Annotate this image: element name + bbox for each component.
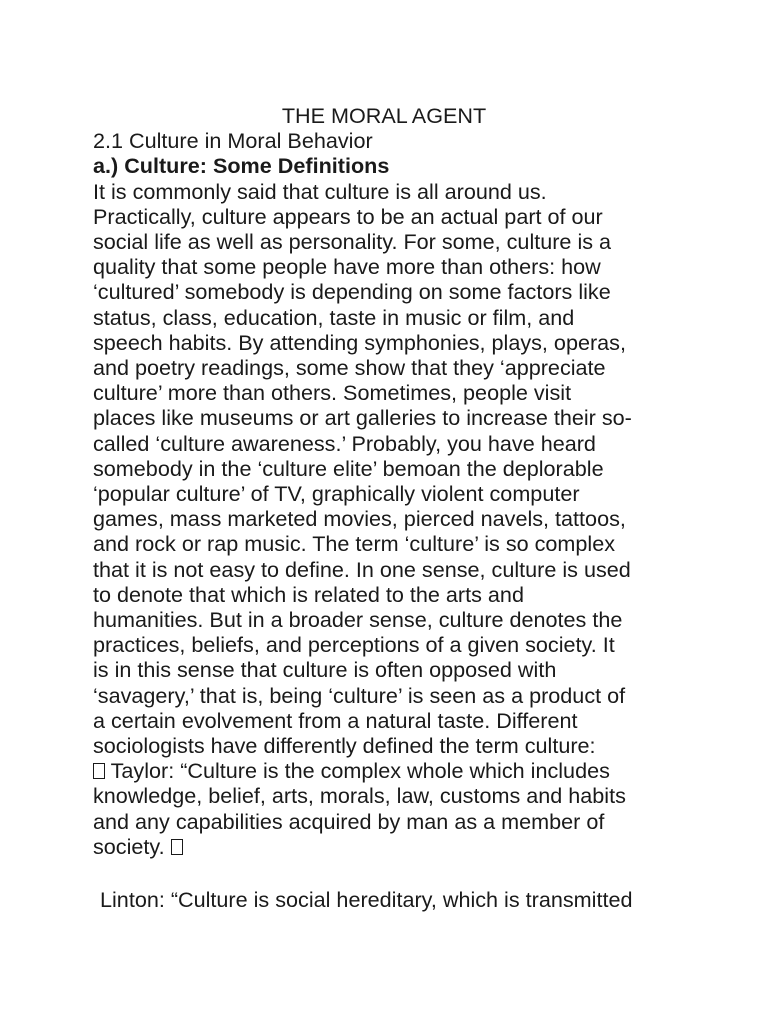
definition-line: knowledge, belief, arts, morals, law, customs and habits xyxy=(93,783,626,809)
paragraph-line: humanities. But in a broader sense, culture denotes the xyxy=(93,607,623,633)
paragraph-line: culture’ more than others. Sometimes, people visit xyxy=(93,380,572,406)
missing-glyph-box-icon xyxy=(171,839,183,855)
definition-line xyxy=(93,834,683,859)
definition-text: society. xyxy=(93,833,171,859)
paragraph-line: is in this sense that culture is often opposed with xyxy=(93,657,557,683)
section-heading: 2.1 Culture in Moral Behavior xyxy=(93,128,373,154)
document-title: THE MORAL AGENT xyxy=(281,103,487,128)
paragraph-line: Practically, culture appears to be an actual part of our xyxy=(93,203,603,229)
taylor-definition xyxy=(93,758,683,859)
blank-line xyxy=(93,859,683,887)
paragraph-line: and poetry readings, some show that they ‘appreciate xyxy=(93,355,606,381)
subsection-heading: a.) Culture: Some Definitions xyxy=(93,153,390,179)
paragraph-line: that it is not easy to define. In one sense, culture is used xyxy=(93,556,631,582)
definition-line: and any capabilities acquired by man as a member of xyxy=(93,808,605,834)
paragraph-line: games, mass marketed movies, pierced navels, tattoos, xyxy=(93,506,626,532)
paragraph-line: ‘cultured’ somebody is depending on some factors like xyxy=(93,279,611,305)
paragraph-line: and rock or rap music. The term ‘culture’ is so complex xyxy=(93,531,616,557)
document-page xyxy=(93,103,683,912)
missing-glyph-box-icon xyxy=(93,763,105,779)
definition-line xyxy=(93,758,683,783)
paragraph-line: practices, beliefs, and perceptions of a given society. It xyxy=(93,632,615,658)
paragraph-line: quality that some people have more than others: how xyxy=(93,254,601,280)
paragraph-line: It is commonly said that culture is all around us. xyxy=(93,178,547,204)
paragraph-line: social life as well as personality. For some, culture is a xyxy=(93,229,612,255)
body-paragraph xyxy=(93,179,683,759)
paragraph-line: to denote that which is related to the arts and xyxy=(93,581,524,607)
paragraph-line: speech habits. By attending symphonies, plays, operas, xyxy=(93,329,626,355)
paragraph-line: ‘savagery,’ that is, being ‘culture’ is seen as a product of xyxy=(93,682,626,708)
paragraph-line: sociologists have differently defined the term culture: xyxy=(93,733,596,759)
paragraph-line: status, class, education, taste in music or film, and xyxy=(93,304,575,330)
definition-text: Taylor: “Culture is the complex whole which includes xyxy=(105,758,610,784)
paragraph-line: ‘popular culture’ of TV, graphically violent computer xyxy=(93,481,580,507)
paragraph-line: places like museums or art galleries to increase their so- xyxy=(93,405,632,431)
paragraph-line: called ‘culture awareness.’ Probably, you have heard xyxy=(93,430,596,456)
paragraph-line: a certain evolvement from a natural taste. Different xyxy=(93,707,578,733)
linton-definition: Linton: “Culture is social hereditary, which is transmitted xyxy=(100,886,633,912)
paragraph-line: somebody in the ‘culture elite’ bemoan the deplorable xyxy=(93,455,604,481)
